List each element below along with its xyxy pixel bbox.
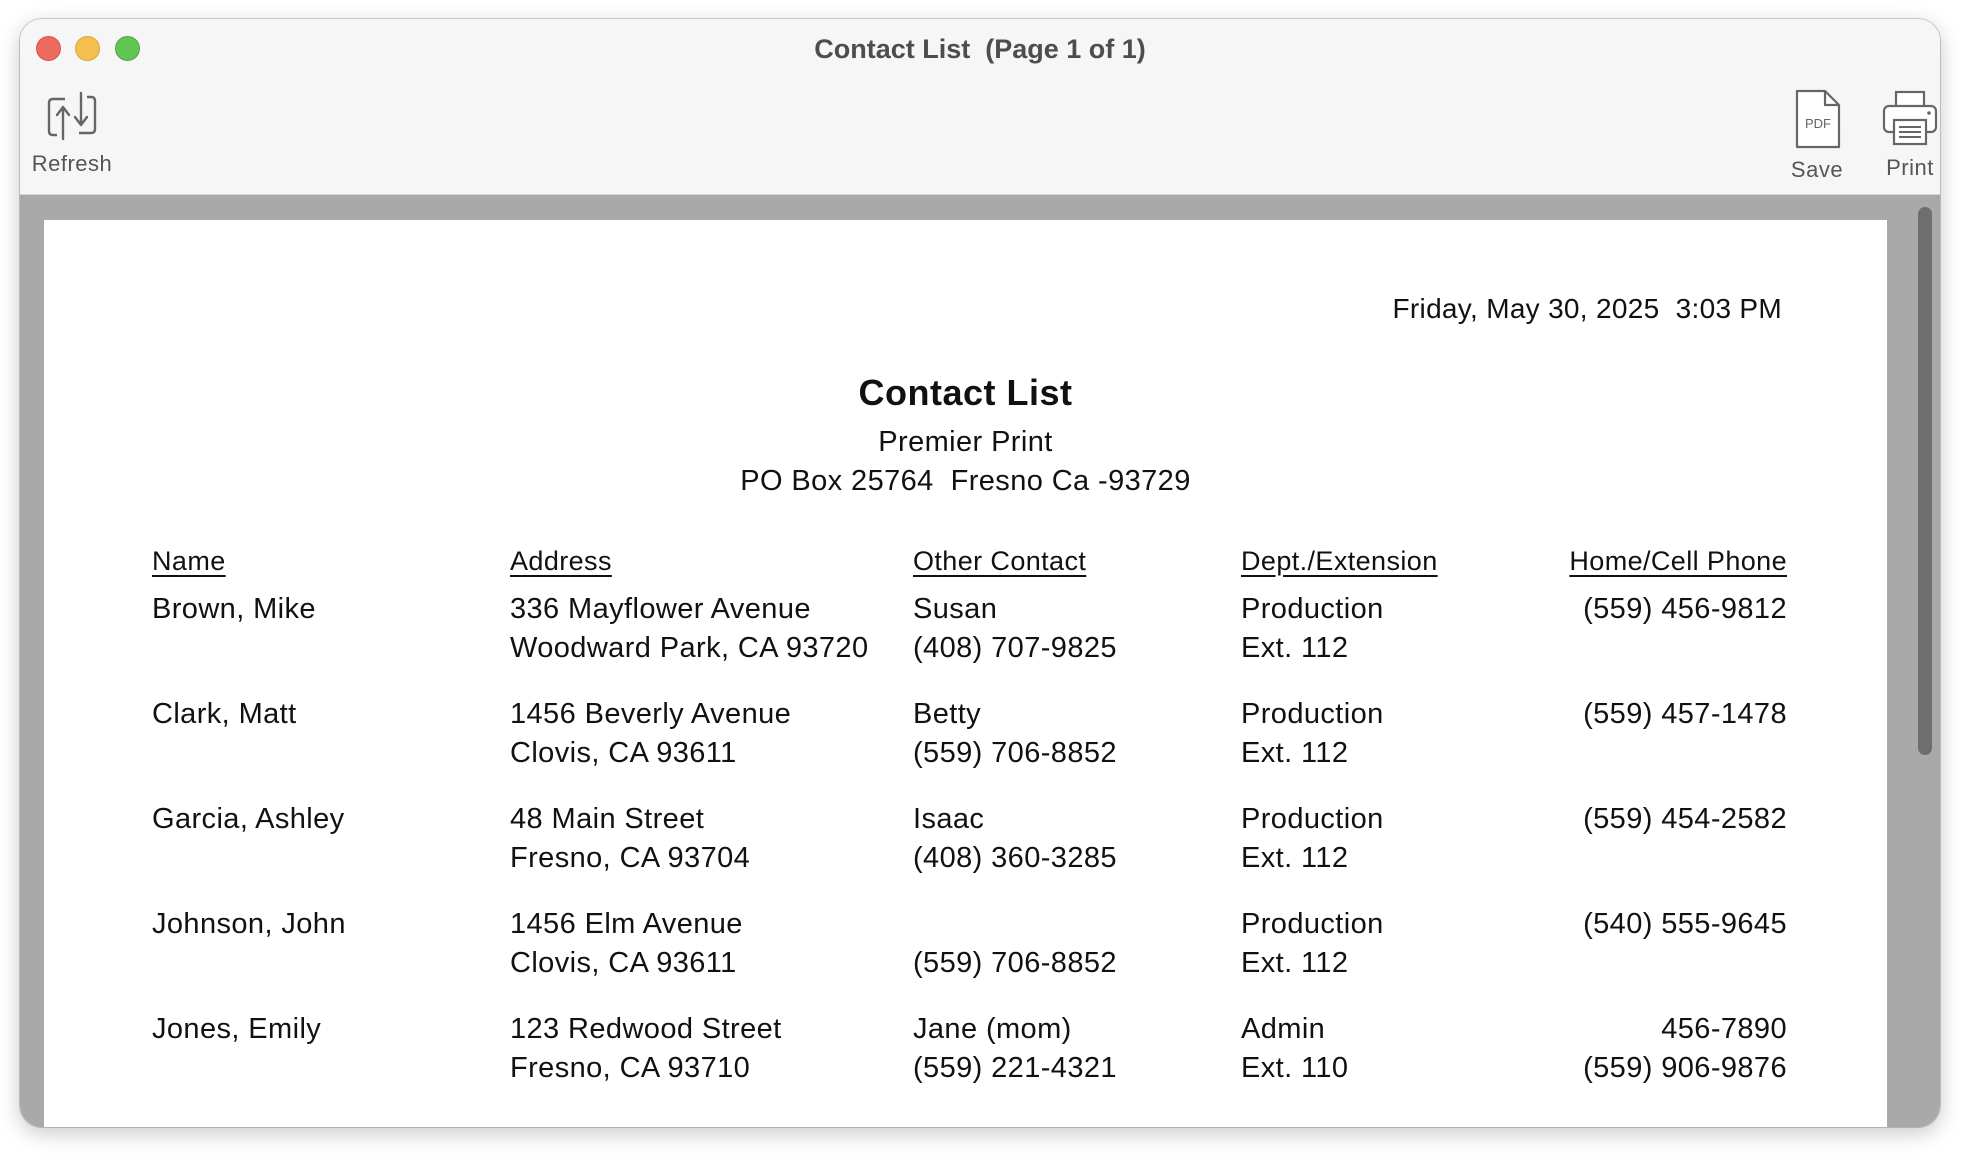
report-preview-area[interactable] (20, 195, 1940, 1127)
company-address: PO Box 25764 Fresno Ca -93729 (740, 465, 1191, 497)
vertical-scrollbar-thumb[interactable] (1918, 207, 1932, 755)
contact-phone: (559) 454-2582 (1583, 803, 1787, 835)
contact-name: Jones, Emily (152, 1013, 322, 1045)
contact-address: 1456 Beverly Avenue Clovis, CA 93611 (510, 698, 792, 769)
contact-dept: Production Ext. 112 (1241, 593, 1384, 664)
contact-row (44, 695, 1887, 775)
contact-other: Jane (mom) (559) 221-4321 (913, 1013, 1117, 1084)
contact-name: Brown, Mike (152, 593, 316, 625)
contact-other: Isaac (408) 360-3285 (913, 803, 1117, 874)
contact-row (44, 1010, 1887, 1090)
save-label: Save (1790, 157, 1844, 182)
report-page (44, 220, 1887, 1127)
contact-dept: Production Ext. 112 (1241, 908, 1384, 979)
company-name: Premier Print (878, 426, 1053, 458)
contact-dept: Production Ext. 112 (1241, 698, 1384, 769)
contact-other: Susan (408) 707-9825 (913, 593, 1117, 664)
contact-phone: (559) 456-9812 (1583, 593, 1787, 625)
contact-other: (559) 706-8852 (913, 947, 1117, 979)
window-title: Contact List (Page 1 of 1) (814, 34, 1146, 64)
refresh-label: Refresh (31, 151, 113, 176)
contact-row (44, 800, 1887, 880)
column-header-dept-extension: Dept./Extension (1241, 546, 1438, 576)
contact-row (44, 905, 1887, 985)
contact-dept: Production Ext. 112 (1241, 803, 1384, 874)
column-header-name: Name (152, 546, 226, 576)
contact-dept: Admin Ext. 110 (1241, 1013, 1349, 1084)
report-window (20, 19, 1940, 1127)
column-header-other-contact: Other Contact (913, 546, 1087, 576)
contact-name: Garcia, Ashley (152, 803, 345, 835)
save-pdf-button[interactable] (1782, 89, 1852, 183)
contact-address: 48 Main Street Fresno, CA 93704 (510, 803, 751, 874)
contact-other: Betty (559) 706-8852 (913, 698, 1117, 769)
print-button[interactable] (1870, 89, 1940, 181)
contact-name: Clark, Matt (152, 698, 297, 730)
refresh-button[interactable] (28, 89, 116, 177)
column-header-address: Address (510, 546, 612, 576)
printer-icon (1881, 89, 1939, 147)
contact-address: 1456 Elm Avenue Clovis, CA 93611 (510, 908, 743, 979)
report-title: Contact List (858, 372, 1073, 413)
contact-name: Johnson, John (152, 908, 346, 940)
contact-address: 336 Mayflower Avenue Woodward Park, CA 93720 (510, 593, 869, 664)
refresh-icon (45, 89, 99, 143)
contact-address: 123 Redwood Street Fresno, CA 93710 (510, 1013, 782, 1084)
print-label: Print (1886, 155, 1934, 180)
title-bar (20, 19, 1940, 195)
contact-phone: (559) 457-1478 (1583, 698, 1787, 730)
contact-row (44, 590, 1887, 670)
contact-phone: (540) 555-9645 (1583, 908, 1787, 940)
pdf-icon-text: PDF (1805, 116, 1831, 131)
contact-phone: 456-7890 (559) 906-9876 (1583, 1013, 1787, 1084)
report-timestamp: Friday, May 30, 2025 3:03 PM (1392, 293, 1782, 324)
pdf-document-icon (1793, 89, 1841, 149)
column-header-phone: Home/Cell Phone (1569, 546, 1787, 576)
